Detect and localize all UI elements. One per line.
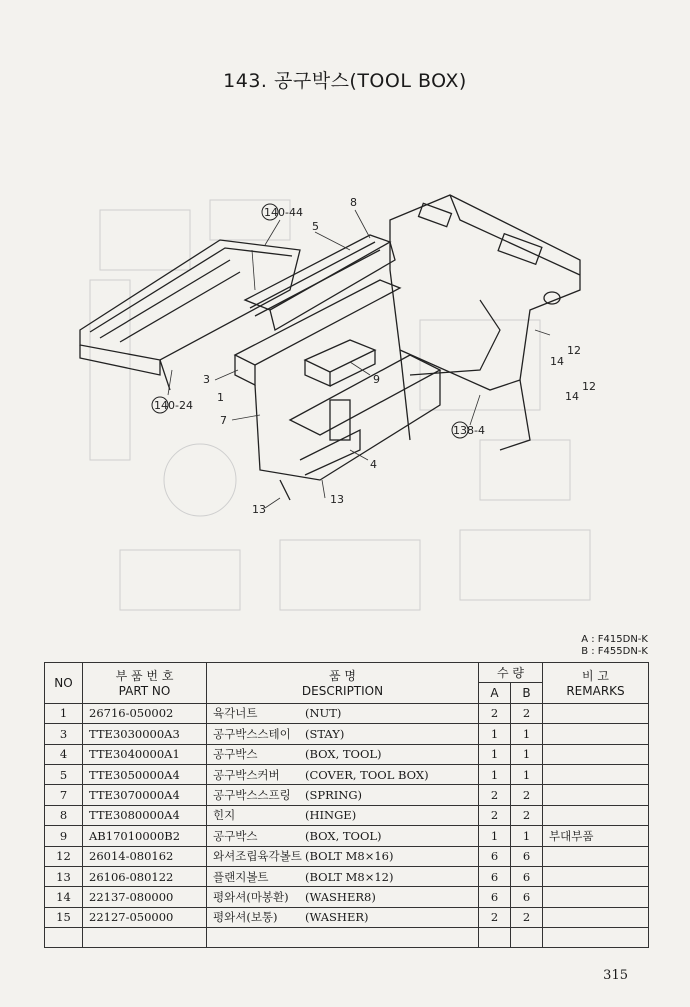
description-english: (WASHER8) <box>305 889 376 904</box>
header-qty-b: B <box>511 683 543 703</box>
model-legend <box>581 634 648 658</box>
cell-no: 5 <box>45 764 83 784</box>
cell-description <box>207 887 479 907</box>
cell-no: 1 <box>45 703 83 723</box>
callout-7: 7 <box>220 414 227 427</box>
callout-14b: 14 <box>565 390 579 403</box>
description-korean: 플랜지볼트 <box>213 869 269 884</box>
cell-description <box>207 928 479 948</box>
cell-no: 9 <box>45 826 83 846</box>
description-korean: 공구박스스테이 <box>213 726 291 741</box>
cell-part-no: TTE3070000A4 <box>83 785 207 805</box>
cell-qty-b: 1 <box>511 826 543 846</box>
parts-table <box>44 662 649 948</box>
table-row <box>45 866 649 886</box>
table-row <box>45 703 649 723</box>
cell-remarks <box>543 724 649 744</box>
cell-qty-a: 1 <box>479 826 511 846</box>
header-part-no <box>83 663 207 704</box>
callout-5: 5 <box>312 220 319 233</box>
cell-qty-a: 6 <box>479 846 511 866</box>
header-part-no-en: PART NO <box>118 684 171 699</box>
description-english: (BOX, TOOL) <box>305 747 382 762</box>
description-korean: 공구박스 <box>213 747 258 762</box>
table-row <box>45 744 649 764</box>
description-english: (STAY) <box>305 726 345 741</box>
table-row <box>45 826 649 846</box>
cell-no <box>45 928 83 948</box>
description-korean: 와셔조립육각볼트 <box>213 849 302 864</box>
cell-qty-a: 2 <box>479 907 511 927</box>
cell-qty-a: 2 <box>479 785 511 805</box>
header-part-no-ko: 부 품 번 호 <box>115 669 174 684</box>
cell-description <box>207 805 479 825</box>
cell-qty-a: 6 <box>479 887 511 907</box>
cell-remarks <box>543 866 649 886</box>
cell-remarks <box>543 846 649 866</box>
cell-description <box>207 866 479 886</box>
header-description-en: DESCRIPTION <box>301 684 384 699</box>
page-number: 315 <box>603 968 628 983</box>
cell-part-no: 26716-050002 <box>83 703 207 723</box>
table-row <box>45 805 649 825</box>
table-row <box>45 846 649 866</box>
cell-remarks: 부대부품 <box>543 826 649 846</box>
cell-description <box>207 764 479 784</box>
cell-no: 4 <box>45 744 83 764</box>
header-remarks <box>543 663 649 704</box>
header-description <box>207 663 479 704</box>
description-korean: 평와셔(마봉환) <box>213 889 289 904</box>
callout-140-24: 140-24 <box>154 399 193 412</box>
table-row <box>45 907 649 927</box>
description-english: (BOLT M8×16) <box>305 849 394 864</box>
cell-part-no: AB17010000B2 <box>83 826 207 846</box>
cell-part-no: TTE3030000A3 <box>83 724 207 744</box>
description-korean: 공구박스스프링 <box>213 788 291 803</box>
cell-qty-b: 6 <box>511 866 543 886</box>
description-korean: 힌지 <box>213 808 236 823</box>
cell-qty-a: 6 <box>479 866 511 886</box>
cell-qty-b: 2 <box>511 785 543 805</box>
callout-140-44: 140-44 <box>264 206 303 219</box>
table-row <box>45 928 649 948</box>
cell-description <box>207 785 479 805</box>
description-english: (BOLT M8×12) <box>305 869 394 884</box>
callout-12a: 12 <box>567 344 581 357</box>
cell-description <box>207 703 479 723</box>
cell-qty-b: 6 <box>511 846 543 866</box>
callout-12b: 12 <box>582 380 596 393</box>
cell-part-no: TTE3080000A4 <box>83 805 207 825</box>
cell-description <box>207 724 479 744</box>
cell-part-no: 26106-080122 <box>83 866 207 886</box>
cell-part-no <box>83 928 207 948</box>
table-row <box>45 785 649 805</box>
cell-remarks <box>543 805 649 825</box>
callout-13a: 13 <box>330 493 344 506</box>
header-quantity: 수 량 <box>479 663 543 683</box>
cell-part-no: 22127-050000 <box>83 907 207 927</box>
cell-qty-a: 2 <box>479 805 511 825</box>
cell-remarks <box>543 764 649 784</box>
cell-qty-b: 1 <box>511 724 543 744</box>
table-row <box>45 764 649 784</box>
table-row <box>45 887 649 907</box>
header-remarks-en: REMARKS <box>566 684 625 699</box>
cell-no: 7 <box>45 785 83 805</box>
cell-part-no: 22137-080000 <box>83 887 207 907</box>
tool-box-cover <box>245 235 395 330</box>
cell-remarks <box>543 785 649 805</box>
callout-1: 1 <box>217 391 224 404</box>
model-legend-b: B : F455DN-K <box>581 646 648 657</box>
cell-qty-b: 2 <box>511 805 543 825</box>
callout-13b: 13 <box>252 503 266 516</box>
header-no: NO <box>45 663 83 704</box>
callout-4: 4 <box>370 458 377 471</box>
description-english: (HINGE) <box>305 808 357 823</box>
cell-qty-a: 2 <box>479 703 511 723</box>
cell-qty-b: 2 <box>511 703 543 723</box>
model-legend-a: A : F415DN-K <box>581 634 648 645</box>
cell-qty-b: 1 <box>511 744 543 764</box>
callout-3: 3 <box>203 373 210 386</box>
cell-qty-a <box>479 928 511 948</box>
callout-138-4: 138-4 <box>453 424 485 437</box>
cell-remarks <box>543 887 649 907</box>
cell-no: 13 <box>45 866 83 886</box>
cell-qty-b: 2 <box>511 907 543 927</box>
header-remarks-ko: 비 고 <box>582 669 609 684</box>
description-korean: 평와셔(보통) <box>213 910 278 925</box>
cell-description <box>207 826 479 846</box>
cell-remarks <box>543 744 649 764</box>
fender-frame <box>390 195 580 450</box>
cell-part-no: TTE3050000A4 <box>83 764 207 784</box>
callout-8: 8 <box>350 196 357 209</box>
tool-box-stay <box>235 280 400 385</box>
cell-part-no: 26014-080162 <box>83 846 207 866</box>
cell-description <box>207 907 479 927</box>
cell-no: 3 <box>45 724 83 744</box>
parts-table-body <box>45 703 649 948</box>
description-korean: 공구박스 <box>213 828 258 843</box>
header-description-ko: 품 명 <box>329 669 356 684</box>
cell-no: 12 <box>45 846 83 866</box>
cell-qty-a: 1 <box>479 764 511 784</box>
support-rod <box>410 300 500 375</box>
cell-qty-a: 1 <box>479 724 511 744</box>
cell-qty-b: 1 <box>511 764 543 784</box>
description-english: (COVER, TOOL BOX) <box>305 767 429 782</box>
cell-remarks <box>543 928 649 948</box>
description-english: (NUT) <box>305 706 342 721</box>
description-english: (BOX, TOOL) <box>305 828 382 843</box>
cell-remarks <box>543 907 649 927</box>
callout-9: 9 <box>373 373 380 386</box>
table-row <box>45 724 649 744</box>
cell-qty-b: 6 <box>511 887 543 907</box>
cell-remarks <box>543 703 649 723</box>
cell-qty-b <box>511 928 543 948</box>
description-korean: 육각너트 <box>213 706 258 721</box>
tool-box-exploded-diagram <box>60 180 660 620</box>
cell-no: 8 <box>45 805 83 825</box>
callout-labels <box>152 196 596 516</box>
cell-part-no: TTE3040000A1 <box>83 744 207 764</box>
description-english: (SPRING) <box>305 788 363 803</box>
cell-description <box>207 744 479 764</box>
header-qty-a: A <box>479 683 511 703</box>
page-title: 143. 공구박스(TOOL BOX) <box>223 70 467 92</box>
cell-qty-a: 1 <box>479 744 511 764</box>
cell-description <box>207 846 479 866</box>
description-korean: 공구박스커버 <box>213 767 280 782</box>
cell-no: 14 <box>45 887 83 907</box>
callout-14a: 14 <box>550 355 564 368</box>
description-english: (WASHER) <box>305 910 369 925</box>
cell-no: 15 <box>45 907 83 927</box>
